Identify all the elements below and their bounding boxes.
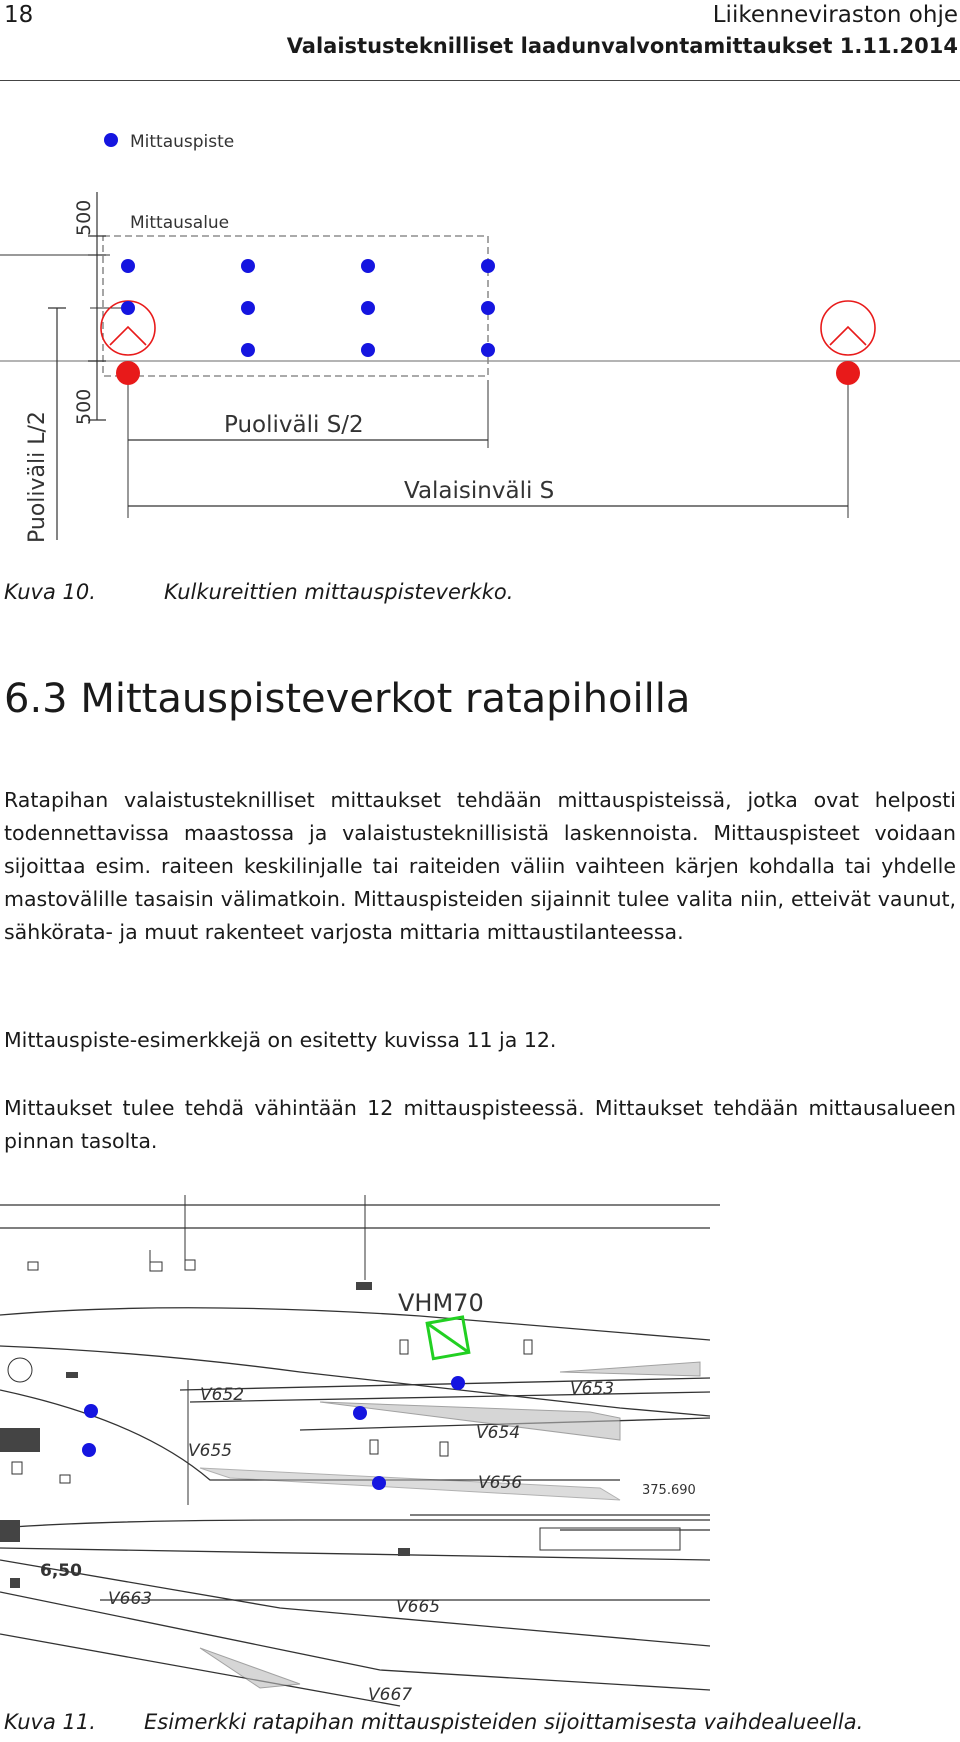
- vhm70-mast-icon: [427, 1317, 469, 1359]
- label-v667: V667: [368, 1685, 413, 1705]
- measurement-point: [121, 259, 135, 273]
- figure-11-yard-map: [0, 1190, 960, 1710]
- figure-10-measurement-grid: [0, 95, 960, 555]
- measurement-point: [241, 259, 255, 273]
- publisher-name: Liikenneviraston ohje: [712, 2, 958, 28]
- label-v653: V653: [570, 1379, 615, 1399]
- measurement-area-rect: [103, 236, 488, 376]
- paragraph-3: Mittaukset tulee tehdä vähintään 12 mittauspisteessä. Mittaukset tehdään mittausalueen pinnan tasolta.: [4, 1096, 956, 1153]
- figure-10-caption-number: Kuva 10.: [4, 580, 96, 604]
- label-v663: V663: [108, 1589, 153, 1609]
- label-v665: V665: [396, 1597, 441, 1617]
- dim-half-length-label: Puoliväli L/2: [25, 411, 50, 543]
- measurement-point: [481, 343, 495, 357]
- measurement-point: [121, 301, 135, 315]
- measurement-point: [353, 1406, 367, 1420]
- label-v656: V656: [478, 1473, 523, 1493]
- measurement-point: [241, 343, 255, 357]
- dim-500-top: 500: [73, 199, 95, 236]
- page-number: 18: [4, 2, 34, 28]
- measurement-point: [241, 301, 255, 315]
- label-vhm70: VHM70: [398, 1289, 484, 1317]
- measurement-point: [451, 1376, 465, 1390]
- dim-half-spacing-label: Puoliväli S/2: [224, 412, 364, 438]
- label-v655: V655: [188, 1441, 233, 1461]
- measurement-points-grid: [121, 259, 495, 357]
- legend-area-label: Mittausalue: [130, 213, 230, 233]
- measurement-point: [361, 259, 375, 273]
- paragraph-2: Mittauspiste-esimerkkejä on esitetty kuvissa 11 ja 12.: [4, 1028, 557, 1052]
- label-v652: V652: [200, 1385, 245, 1405]
- track-lines: [0, 1205, 720, 1706]
- label-6-50: 6,50: [40, 1561, 82, 1581]
- dim-500-bottom: 500: [73, 388, 95, 425]
- measurement-point: [84, 1404, 98, 1418]
- measurement-point: [361, 301, 375, 315]
- measurement-point: [481, 259, 495, 273]
- figure-11-caption-text: Esimerkki ratapihan mittauspisteiden sijoittamisesta vaihdealueella.: [144, 1710, 864, 1734]
- section-heading: 6.3 Mittauspisteverkot ratapihoilla: [4, 676, 691, 722]
- figure-10-caption-text: Kulkureittien mittauspisteverkko.: [164, 580, 514, 604]
- document-title: Valaistusteknilliset laadunvalvontamittaukset 1.11.2014: [286, 34, 958, 58]
- measurement-point: [481, 301, 495, 315]
- header-divider: [0, 80, 960, 81]
- measurement-point: [82, 1443, 96, 1457]
- figure-11-caption-number: Kuva 11.: [4, 1710, 96, 1734]
- dim-spacing-label: Valaisinväli S: [404, 478, 555, 504]
- legend-point-label: Mittauspiste: [130, 132, 235, 152]
- label-km: 375.690: [642, 1483, 696, 1498]
- measurement-point: [361, 343, 375, 357]
- measurement-point: [372, 1476, 386, 1490]
- paragraph-1: Ratapihan valaistusteknilliset mittaukset tehdään mittauspisteissä, jotka ovat helposti todennettavissa maastossa ja valaistusteknillisistä laskennoista. Mittauspisteet voidaan sijoittaa esim. raiteen keskilinjalle tai raiteiden väliin vaihteen kärjen kohdalla tai yhdelle mastovälille tasaisin välimatkoin. Mittauspisteiden sijainnit tulee valita niin, etteivät vaunut, sähkörata- ja muut rakenteet varjosta mittaria mittaustilanteessa.: [4, 788, 956, 944]
- legend-point-icon: [104, 133, 118, 147]
- luminaire-right: [821, 301, 875, 385]
- label-v654: V654: [476, 1423, 521, 1443]
